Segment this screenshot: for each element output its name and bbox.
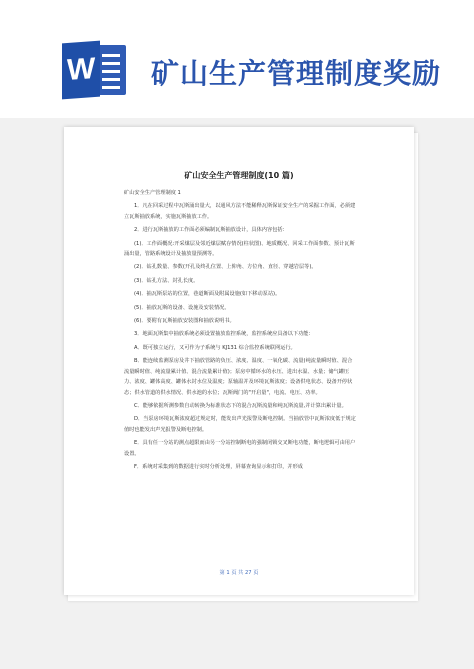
paragraph: 2．进行瓦斯抽放的工作面必须编制瓦斯抽放设计，具体内容包括： [134,227,288,234]
paragraph: (4)．抽瓦斯泵站的位置，巷道断面及附属设施(如下移动泵站)。 [134,291,281,298]
document-title: 矿山安全生产管理制度(10 篇) [184,171,294,180]
paragraph: (2)．钻孔数量、参数(开孔及终孔位置、上仰角、方位角、直径、穿越岩层等)。 [134,264,317,271]
paragraph: (3)．钻孔方法、封孔长度。 [134,277,199,284]
document-body [124,188,356,475]
page-title: 矿山生产管理制度奖励 [151,57,442,90]
paragraph: 矿山安全生产管理制度 1 [124,190,181,196]
paragraph: C．能够依据所测参数自动转换为标准状态下的混合瓦斯流量和纯瓦斯流量,并计算出累计量。 [134,402,347,409]
word-icon-letter: W [62,41,100,100]
paragraph: F．系统对采集到的数据进行实时分析处理，屏幕查询显示和打印，并形成 [134,463,303,470]
paragraph: D．当泵房环境瓦斯浓度超过规定时，能发出声光报警及断电控制。当抽放管中瓦斯浓度低于规定值时也能发出声光报警及断电控制。 [124,416,356,433]
paragraph: (5)．抽放瓦斯的设备、设施及安装情况。 [134,304,230,311]
header-banner [0,0,474,118]
paragraph: (1)．工作面概况:开采煤层及邻近煤层赋存情况(柱状图)、地质概况、回采工作面参数、预计瓦斯涌出量，管路系统设计及抽放量预测等。 [124,240,355,258]
paragraph: A．既可独立运行，又可作为子系统与 KJ131 综合监控系统联网运行。 [134,344,296,351]
page-counter: 第 1 页 共 27 页 [219,570,259,576]
paragraph: 1．凡在回采过程中瓦斯涌出量大，以通风方法不能稀释瓦斯保证安全生产的采掘工作面，必须建立瓦斯抽放系统，实施瓦斯抽放工作。 [124,203,356,220]
paragraph: (6)．要附有瓦斯抽放安装图和抽放说明书。 [134,318,235,325]
paragraph: E．具有任一分站的测点超限而由另一分站控制断电的强制闭锁交叉断电功能，断电逻辑可由用户设置。 [124,440,356,457]
word-document-icon [62,42,128,98]
paragraph: 3．地面瓦斯集中抽放系统必须设置抽放监控系统，监控系统应具备以下功能： [134,331,314,338]
paragraph: B．能连续监测泵房及井下抽放管路的负压、浓度、温度、一氧化碳、流量(纯流量瞬时值、混合流量瞬时值、纯流量累计值、混合流量累计值)；泵房中循环水的水压、进出水温、水量；储气罐压力、浓度、罐体高度、罐体水封水位及温度；泵轴温并及环境瓦斯浓度；设备供电状态、设备开停状态；供水管道的供水情况、供水池的水位；瓦斯阀门的"开启量"，电流、电压、功率。 [124,358,353,396]
